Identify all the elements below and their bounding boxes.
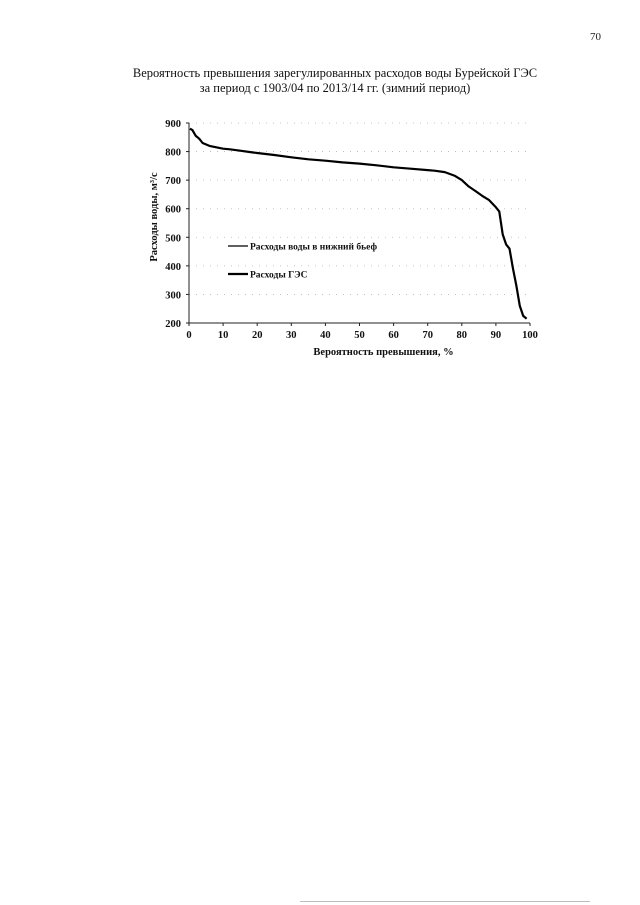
- y-tick-label: 600: [165, 204, 181, 216]
- x-tick-label: 10: [217, 330, 229, 341]
- x-tick-label: 70: [422, 330, 433, 341]
- series-layer: [190, 129, 527, 319]
- y-tick-label: 800: [165, 147, 181, 159]
- x-tick-label: 80: [456, 330, 468, 341]
- x-tick-label: 0: [186, 330, 192, 341]
- y-tick-label: 500: [165, 233, 181, 245]
- x-tick-label: 30: [286, 330, 297, 341]
- x-tick-label: 50: [354, 330, 365, 341]
- y-tick-label: 900: [165, 119, 181, 130]
- legend-label-bottom-flow: Расходы воды в нижний бьеф: [250, 242, 378, 253]
- gridlines: [189, 123, 530, 294]
- legend-label-hpp-flow: Расходы ГЭС: [250, 270, 308, 281]
- chart-title-line-2: за период с 1903/04 по 2013/14 гг. (зимний период): [199, 81, 471, 95]
- page-number: 70: [590, 31, 601, 43]
- y-tick-label: 300: [165, 290, 181, 302]
- x-tick-label: 60: [388, 330, 399, 341]
- y-tick-label: 400: [165, 261, 181, 273]
- scan-artifact-line: [300, 901, 590, 902]
- x-axis-label: Вероятность превышения, %: [313, 347, 454, 358]
- legend: [228, 242, 377, 281]
- x-tick-label: 20: [251, 330, 263, 341]
- x-tick-label: 40: [320, 330, 331, 341]
- series-line-hpp-flow: [190, 129, 527, 319]
- x-axis-ticks: [186, 323, 538, 341]
- series-line-bottom-flow: [190, 129, 527, 319]
- y-tick-label: 700: [165, 176, 181, 188]
- x-tick-label: 100: [522, 330, 538, 341]
- y-axis-ticks: [165, 119, 189, 330]
- chart-title-line-1: Вероятность превышения зарегулированных расходов воды Бурейской ГЭС: [132, 66, 538, 80]
- y-axis-label: Расходы воды, м³/с: [149, 172, 160, 262]
- x-tick-label: 90: [490, 330, 502, 341]
- y-tick-label: 200: [165, 319, 181, 330]
